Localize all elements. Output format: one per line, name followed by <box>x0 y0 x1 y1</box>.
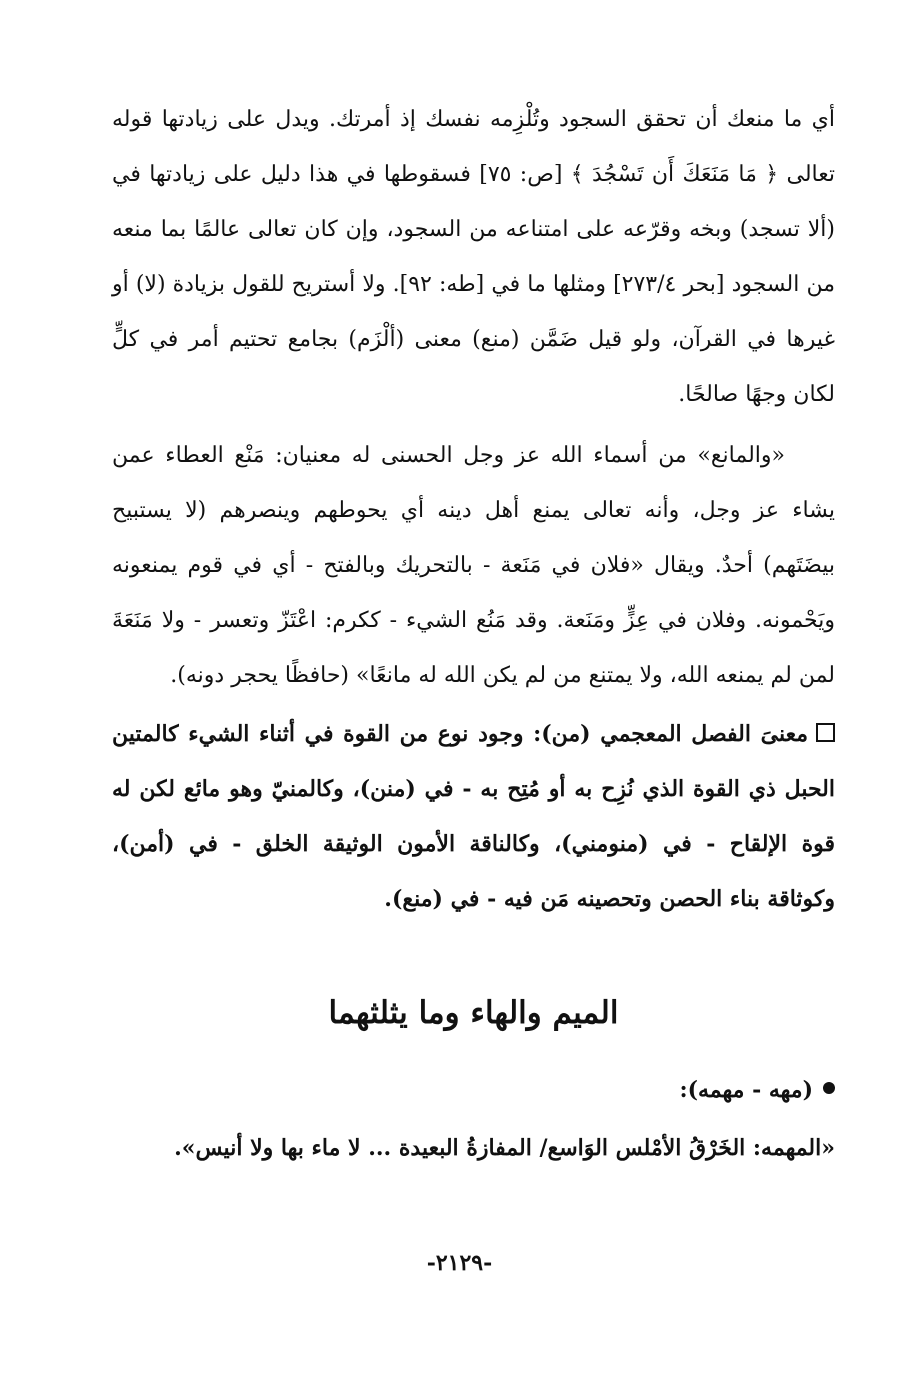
square-box-icon <box>816 723 835 742</box>
bullet-icon <box>823 1082 835 1094</box>
entry-heading-line <box>112 1065 835 1115</box>
paragraph-2: «والمانع» من أسماء الله عز وجل الحسنى له معنيان: مَنْع العطاء عمن يشاء عز وجل، وأنه تعالى يمنع أهل دينه أي يحوطهم وينصرهم (لا يستبيح بيضَتَهم) أحدٌ. ويقال «فلان في مَنَعة - بالتحريك وبالفتح - أي في قوم يمنعونه ويَحْمونه. وفلان في عِزٍّ ومَنَعة. وقد مَنُع الشيء - ككرم: اعْتَزّ وتعسر - ولا مَنَعَةَ لمن لم يمنعه الله، ولا يمتنع من لم يكن الله له مانعًا» (حافظًا يحجر دونه). <box>112 443 835 688</box>
paragraph-1: أي ما منعك أن تحقق السجود وتُلْزِمه نفسك إذ أمرتك. ويدل على زيادتها قوله تعالى ﴿ مَا مَنَعَكَ أَن تَسْجُدَ ﴾ [ص: ٧٥] فسقوطها في هذا دليل على زيادتها في (ألا تسجد) وبخه وقرّعه على امتناعه من السجود، وإن كان تعالى عالمًا بما منعه من السجود [بحر ٢٧٣/٤] ومثلها ما في [طه: ٩٢]. ولا أستريح للقول بزيادة (لا) أو غيرها في القرآن، ولو قيل ضَمَّن (منع) معنى (ألْزَم) بجامع تحتيم أمر في كلٍّ لكان وجهًا صالحًا. <box>112 107 835 407</box>
entry-heading: (مهه - مهمه): <box>679 1077 813 1103</box>
entry-definition: «المهمه: الخَرْقُ الأمْلس الوَاسع/ المفازةُ البعيدة ... لا ماء بها ولا أنيس». <box>174 1135 835 1161</box>
section-title: الميم والهاء وما يثلثهما <box>328 995 619 1031</box>
lexical-meaning-paragraph <box>112 707 835 927</box>
lexical-meaning-text: معنىَ الفصل المعجمي (من): وجود نوع من القوة في أثناء الشيء كالمتين الحبل ذي القوة الذي نُزِح به أو مُتِح به - في (منن)، وكالمنيّ وهو مائع لكن له قوة الإلقاح - في (منومني)، وكالناقة الأمون الوثيقة الخلق - في (أمن)، وكوثاقة بناء الحصن وتحصينه مَن فيه - في (منع). <box>112 721 835 912</box>
page-number: -٢١٢٩- <box>426 1250 493 1276</box>
